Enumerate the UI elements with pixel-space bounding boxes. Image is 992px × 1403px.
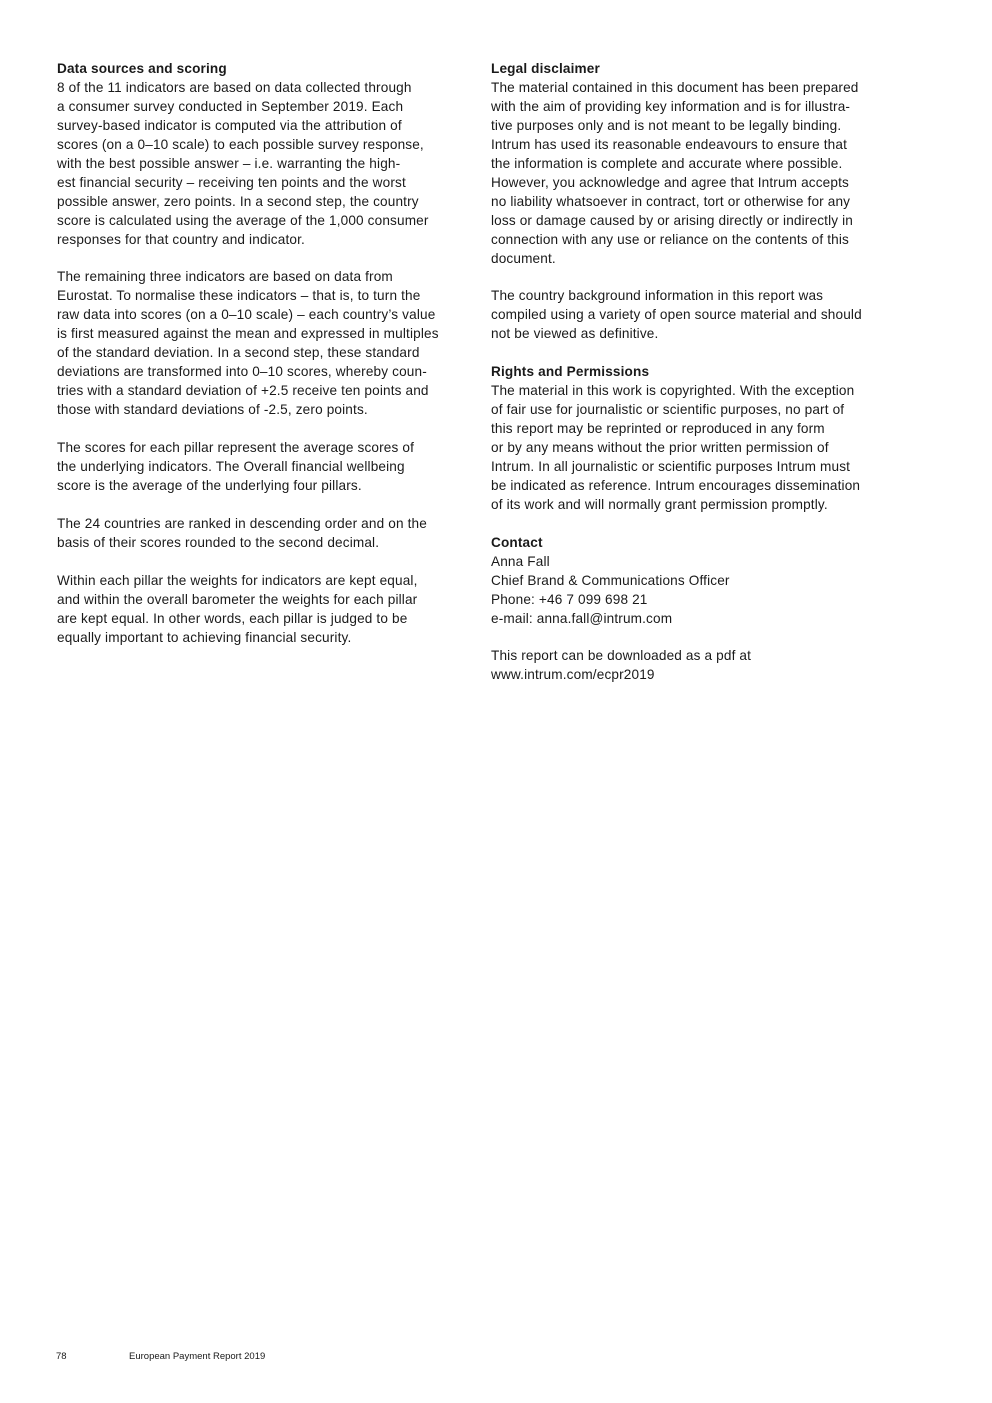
download-url: www.intrum.com/ecpr2019 xyxy=(491,667,655,683)
text-line: raw data into scores (on a 0–10 scale) – each country’s value xyxy=(57,307,436,323)
text-line: responses for that country and indicator. xyxy=(57,231,305,247)
text-line: The 24 countries are ranked in descending order and on the xyxy=(57,515,427,531)
text-line: this report may be reprinted or reproduced in any form xyxy=(491,421,825,437)
text-line: The scores for each pillar represent the average scores of xyxy=(57,440,415,456)
text-line: The material in this work is copyrighted. With the exception xyxy=(491,383,855,399)
text-line: score is the average of the underlying four pillars. xyxy=(57,477,362,493)
text-line: Intrum has used its reasonable endeavours to ensure that xyxy=(491,136,848,152)
contact-role: Chief Brand & Communications Officer xyxy=(491,572,730,588)
data-sources-paragraph-5 xyxy=(57,572,469,648)
text-line: is first measured against the mean and expressed in multiples xyxy=(57,326,439,342)
data-sources-paragraph-3 xyxy=(57,439,469,496)
text-line: the underlying indicators. The Overall financial wellbeing xyxy=(57,458,405,474)
text-line: of the standard deviation. In a second step, these standard xyxy=(57,345,420,361)
text-line: loss or damage caused by or arising directly or indirectly in xyxy=(491,212,853,228)
text-line: the information is complete and accurate where possible. xyxy=(491,155,843,171)
text-line: and within the overall barometer the weights for each pillar xyxy=(57,591,418,607)
text-line: are kept equal. In other words, each pillar is judged to be xyxy=(57,610,408,626)
rights-permissions-heading: Rights and Permissions xyxy=(491,364,650,380)
legal-disclaimer-section xyxy=(491,60,903,344)
download-note xyxy=(491,647,903,685)
contact-section xyxy=(491,534,903,686)
contact-phone: Phone: +46 7 099 698 21 xyxy=(491,591,648,607)
data-sources-section xyxy=(57,60,469,647)
data-sources-paragraph-1 xyxy=(57,79,469,250)
report-title: European Payment Report 2019 xyxy=(129,1351,266,1362)
contact-details xyxy=(491,553,903,629)
text-line: basis of their scores rounded to the second decimal. xyxy=(57,534,380,550)
text-line: or by any means without the prior written permission of xyxy=(491,440,829,456)
text-line: However, you acknowledge and agree that Intrum accepts xyxy=(491,174,849,190)
text-line: be indicated as reference. Intrum encourages dissemination xyxy=(491,477,861,493)
text-line: of its work and will normally grant permission promptly. xyxy=(491,496,828,512)
text-line: possible answer, zero points. In a second step, the country xyxy=(57,193,419,209)
text-line: document. xyxy=(491,250,556,266)
text-line: scores (on a 0–10 scale) to each possible survey response, xyxy=(57,136,424,152)
legal-paragraph-2 xyxy=(491,287,903,344)
text-line: The material contained in this document has been prepared xyxy=(491,79,859,95)
text-line: compiled using a variety of open source material and should xyxy=(491,307,862,323)
text-line: 8 of the 11 indicators are based on data collected through xyxy=(57,79,412,95)
text-line: no liability whatsoever in contract, tort or otherwise for any xyxy=(491,193,851,209)
text-line: connection with any use or reliance on the contents of this xyxy=(491,231,849,247)
text-line: not be viewed as definitive. xyxy=(491,326,659,342)
text-line: Eurostat. To normalise these indicators – that is, to turn the xyxy=(57,288,421,304)
rights-permissions-section xyxy=(491,363,903,515)
text-line: est financial security – receiving ten points and the worst xyxy=(57,174,406,190)
text-line: Within each pillar the weights for indicators are kept equal, xyxy=(57,572,418,588)
text-line: deviations are transformed into 0–10 scores, whereby coun- xyxy=(57,364,427,380)
right-column xyxy=(491,60,903,704)
text-line: tries with a standard deviation of +2.5 receive ten points and xyxy=(57,383,429,399)
legal-paragraph-1 xyxy=(491,79,903,269)
text-line: tive purposes only and is not meant to be legally binding. xyxy=(491,117,842,133)
data-sources-heading: Data sources and scoring xyxy=(57,61,227,76)
text-line: those with standard deviations of -2.5, zero points. xyxy=(57,402,368,418)
text-line: with the best possible answer – i.e. warranting the high- xyxy=(57,155,401,171)
page-number: 78 xyxy=(56,1351,67,1362)
text-line: survey-based indicator is computed via the attribution of xyxy=(57,117,402,133)
text-line: score is calculated using the average of the 1,000 consumer xyxy=(57,212,429,228)
download-text: This report can be downloaded as a pdf at xyxy=(491,648,752,664)
text-line: The country background information in this report was xyxy=(491,288,824,304)
contact-name: Anna Fall xyxy=(491,553,550,569)
text-line: of fair use for journalistic or scientific purposes, no part of xyxy=(491,402,845,418)
rights-paragraph xyxy=(491,382,903,515)
legal-disclaimer-heading: Legal disclaimer xyxy=(491,61,600,76)
text-line: with the aim of providing key information and is for illustra- xyxy=(491,98,851,114)
contact-email: e-mail: anna.fall@intrum.com xyxy=(491,610,673,626)
left-column xyxy=(57,60,469,666)
text-line: equally important to achieving financial security. xyxy=(57,629,352,645)
contact-heading: Contact xyxy=(491,534,543,550)
text-line: The remaining three indicators are based on data from xyxy=(57,269,393,285)
data-sources-paragraph-4 xyxy=(57,515,469,553)
data-sources-paragraph-2 xyxy=(57,268,469,420)
text-line: a consumer survey conducted in September 2019. Each xyxy=(57,98,404,114)
text-line: Intrum. In all journalistic or scientific purposes Intrum must xyxy=(491,458,851,474)
